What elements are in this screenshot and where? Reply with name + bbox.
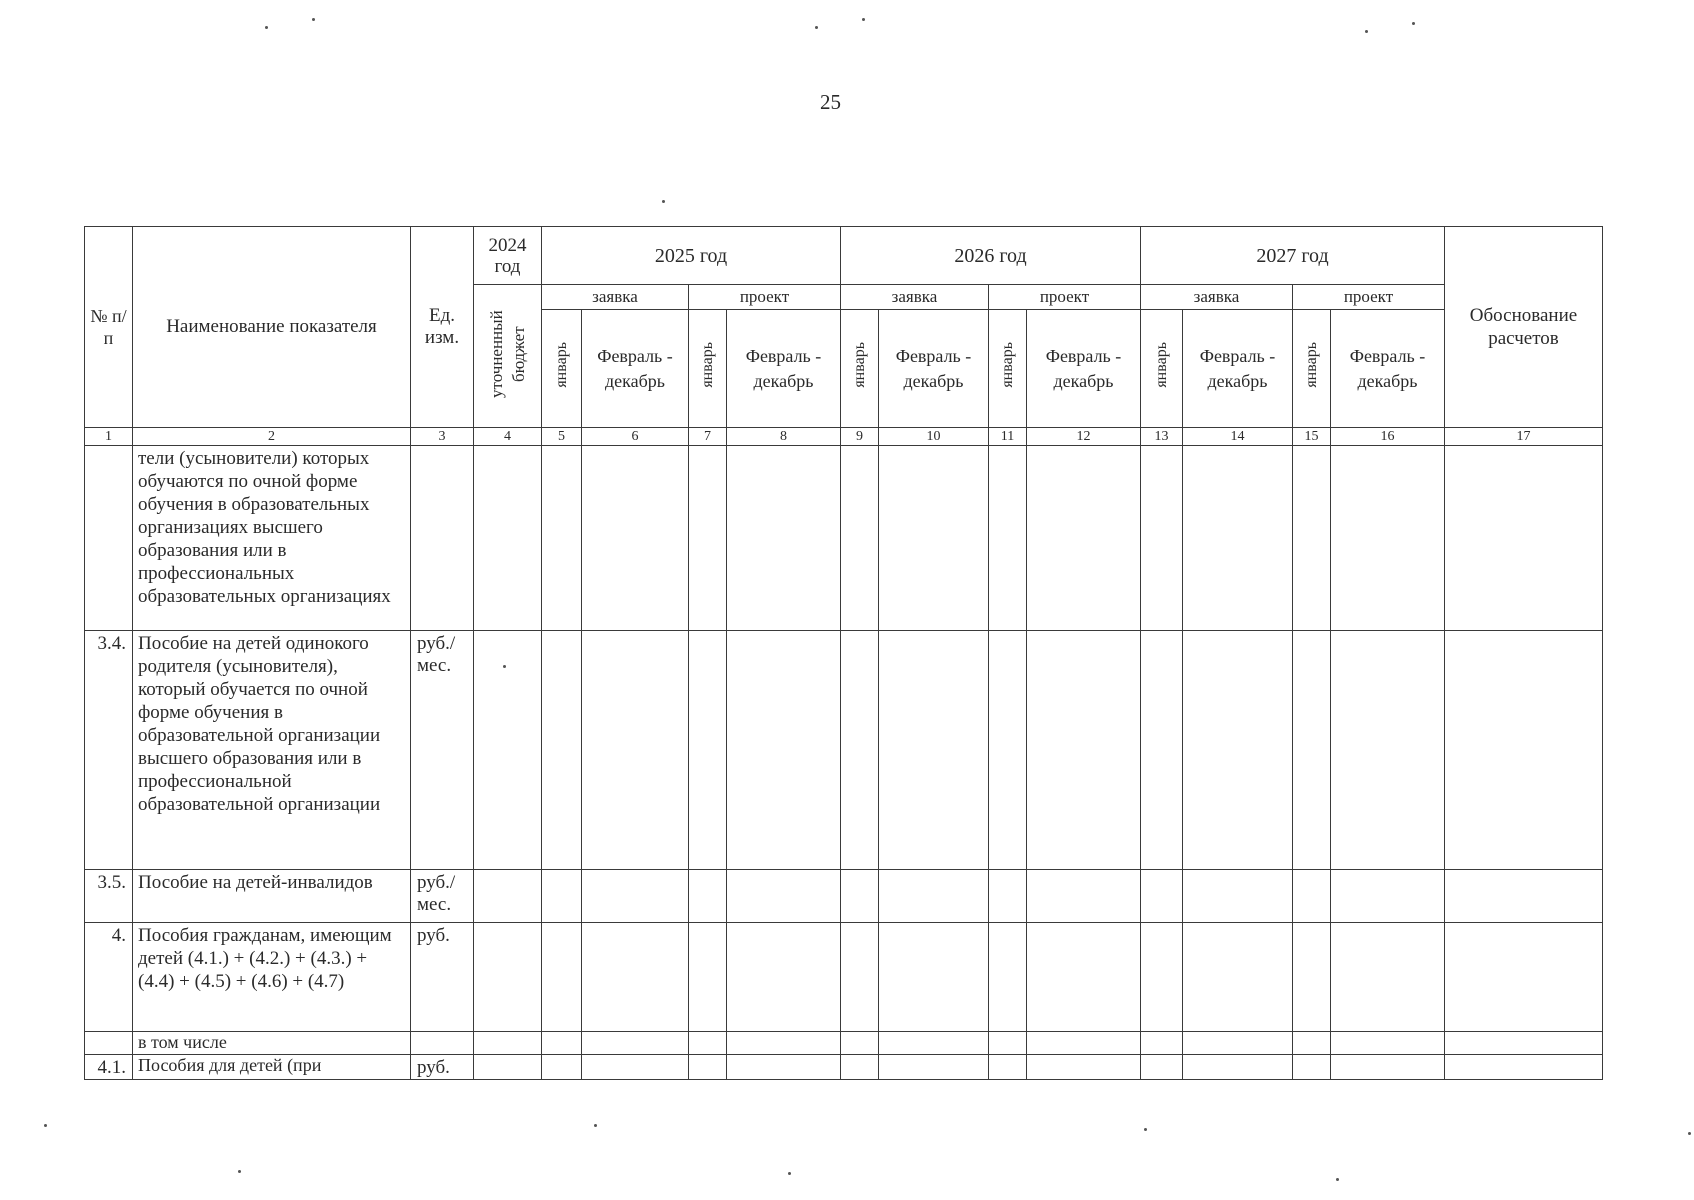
column-number: 4	[474, 428, 542, 446]
data-cell	[1445, 1032, 1603, 1055]
data-cell	[1293, 446, 1331, 631]
column-number: 12	[1027, 428, 1141, 446]
data-cell	[727, 631, 841, 870]
data-cell	[582, 870, 689, 923]
data-cell	[1445, 1055, 1603, 1080]
data-cell	[582, 1032, 689, 1055]
row-unit: руб.	[411, 923, 474, 1032]
jan-label: январь	[1153, 342, 1170, 388]
row-name: в том числе	[133, 1032, 411, 1055]
header-2026-project-febdec: Февраль - декабрь	[1027, 310, 1141, 428]
table-row	[85, 446, 1603, 631]
data-cell	[1331, 446, 1445, 631]
row-unit: руб./ мес.	[411, 631, 474, 870]
data-cell	[841, 446, 879, 631]
data-cell	[689, 631, 727, 870]
data-cell	[1331, 631, 1445, 870]
data-cell	[1141, 631, 1183, 870]
header-basis: Обоснование расчетов	[1445, 227, 1603, 428]
page-number: 25	[820, 90, 841, 114]
scan-speck	[815, 26, 818, 29]
table-row	[85, 1055, 1603, 1080]
header-name: Наименование показателя	[133, 227, 411, 428]
row-unit	[411, 446, 474, 631]
data-cell	[542, 1055, 582, 1080]
data-cell	[879, 1055, 989, 1080]
data-cell	[689, 870, 727, 923]
column-number: 11	[989, 428, 1027, 446]
data-cell	[1027, 923, 1141, 1032]
row-name: Пособие на детей одинокого родителя (усыновителя), который обучается по очной форме обучения в образовательной организации высшего образования или в профессиональной образовательной организации	[133, 631, 411, 870]
scan-speck	[1688, 1132, 1691, 1135]
column-number: 14	[1183, 428, 1293, 446]
header-2026-request: заявка	[841, 285, 989, 310]
row-number: 3.5.	[85, 870, 133, 923]
table-row	[85, 1032, 1603, 1055]
data-cell	[1445, 446, 1603, 631]
column-number: 2	[133, 428, 411, 446]
data-cell	[1183, 923, 1293, 1032]
header-2025-request-febdec: Февраль - декабрь	[582, 310, 689, 428]
row-name: Пособие на детей-инвалидов	[133, 870, 411, 923]
scan-speck	[1365, 30, 1368, 33]
row-number: 4.1.	[85, 1055, 133, 1080]
data-cell	[989, 923, 1027, 1032]
data-cell	[1293, 631, 1331, 870]
table-row	[85, 923, 1603, 1032]
data-cell	[727, 446, 841, 631]
data-cell	[727, 1032, 841, 1055]
row-unit: руб.	[411, 1055, 474, 1080]
data-cell	[542, 1032, 582, 1055]
data-cell	[542, 870, 582, 923]
table-row	[85, 870, 1603, 923]
data-cell	[1445, 631, 1603, 870]
data-cell	[1293, 1055, 1331, 1080]
year-2024-label: 2024 год	[488, 234, 527, 277]
row-unit	[411, 1032, 474, 1055]
header-2027-project-jan	[1293, 310, 1331, 428]
header-2027-project-febdec: Февраль - декабрь	[1331, 310, 1445, 428]
data-cell	[689, 1032, 727, 1055]
data-cell	[474, 1032, 542, 1055]
data-cell	[582, 446, 689, 631]
data-cell	[727, 1055, 841, 1080]
header-year-2026: 2026 год	[841, 227, 1141, 285]
data-cell	[1141, 446, 1183, 631]
scan-speck	[312, 18, 315, 21]
header-2027-request: заявка	[1141, 285, 1293, 310]
row-number	[85, 446, 133, 631]
column-number: 9	[841, 428, 879, 446]
header-2026-request-jan	[841, 310, 879, 428]
scan-speck	[594, 1124, 597, 1127]
row-name: Пособия гражданам, имеющим детей (4.1.) + (4.2.) + (4.3.) + (4.4) + (4.5) + (4.6) + (4.7)	[133, 923, 411, 1032]
scan-speck	[1412, 22, 1415, 25]
column-number: 16	[1331, 428, 1445, 446]
data-cell	[989, 1032, 1027, 1055]
data-cell	[841, 1032, 879, 1055]
header-2026-request-febdec: Февраль - декабрь	[879, 310, 989, 428]
data-cell	[1445, 870, 1603, 923]
data-cell	[474, 923, 542, 1032]
header-2025-project-febdec: Февраль - декабрь	[727, 310, 841, 428]
scan-speck	[662, 200, 665, 203]
data-cell	[689, 923, 727, 1032]
data-cell	[1183, 631, 1293, 870]
data-cell	[1293, 923, 1331, 1032]
data-cell	[727, 870, 841, 923]
jan-label: январь	[851, 342, 868, 388]
data-cell	[841, 631, 879, 870]
scan-speck	[1336, 1178, 1339, 1181]
data-cell	[474, 1055, 542, 1080]
data-cell	[542, 631, 582, 870]
header-refined-budget	[474, 285, 542, 428]
budget-table	[84, 226, 1603, 1080]
data-cell	[689, 446, 727, 631]
data-cell	[1141, 1055, 1183, 1080]
header-2025-request: заявка	[542, 285, 689, 310]
header-2027-project: проект	[1293, 285, 1445, 310]
header-row-years	[85, 227, 1603, 285]
header-year-2027: 2027 год	[1141, 227, 1445, 285]
data-cell	[1445, 923, 1603, 1032]
data-cell	[841, 923, 879, 1032]
data-cell	[989, 870, 1027, 923]
data-cell	[542, 923, 582, 1032]
scan-speck	[503, 665, 506, 668]
data-cell	[1141, 1032, 1183, 1055]
column-number: 17	[1445, 428, 1603, 446]
data-cell	[474, 631, 542, 870]
column-number: 3	[411, 428, 474, 446]
column-number: 8	[727, 428, 841, 446]
data-cell	[879, 870, 989, 923]
budget-table-container	[84, 226, 1602, 1080]
header-2026-project-jan	[989, 310, 1027, 428]
scan-speck	[788, 1172, 791, 1175]
row-number: 3.4.	[85, 631, 133, 870]
data-cell	[1183, 446, 1293, 631]
data-cell	[989, 1055, 1027, 1080]
table-row	[85, 631, 1603, 870]
scan-speck	[1144, 1128, 1147, 1131]
data-cell	[879, 446, 989, 631]
data-cell	[727, 923, 841, 1032]
data-cell	[879, 631, 989, 870]
data-cell	[1183, 1055, 1293, 1080]
data-cell	[1027, 446, 1141, 631]
data-cell	[989, 631, 1027, 870]
header-num: № п/п	[85, 227, 133, 428]
column-number: 13	[1141, 428, 1183, 446]
data-cell	[1027, 1055, 1141, 1080]
data-cell	[841, 1055, 879, 1080]
data-cell	[879, 923, 989, 1032]
data-cell	[1293, 870, 1331, 923]
data-cell	[1331, 870, 1445, 923]
data-cell	[542, 446, 582, 631]
scan-speck	[44, 1124, 47, 1127]
jan-label: январь	[1303, 342, 1320, 388]
row-number	[85, 1032, 133, 1055]
jan-label: январь	[553, 342, 570, 388]
header-year-2025: 2025 год	[542, 227, 841, 285]
data-cell	[474, 446, 542, 631]
scan-speck	[238, 1170, 241, 1173]
row-name: тели (усыновители) которых обучаются по очной форме обучения в образовательных организациях высшего образования или в профессиональных образовательных организациях	[133, 446, 411, 631]
jan-label: январь	[699, 342, 716, 388]
data-cell	[1141, 923, 1183, 1032]
column-number-row	[85, 428, 1603, 446]
data-cell	[1293, 1032, 1331, 1055]
data-cell	[1331, 1032, 1445, 1055]
column-number: 7	[689, 428, 727, 446]
data-cell	[582, 631, 689, 870]
column-number: 15	[1293, 428, 1331, 446]
data-cell	[879, 1032, 989, 1055]
data-cell	[1027, 631, 1141, 870]
data-cell	[1183, 1032, 1293, 1055]
data-cell	[1331, 923, 1445, 1032]
column-number: 6	[582, 428, 689, 446]
scan-speck	[862, 18, 865, 21]
data-cell	[989, 446, 1027, 631]
header-2025-project: проект	[689, 285, 841, 310]
column-number: 10	[879, 428, 989, 446]
refined-budget-label: уточненный бюджет	[486, 309, 528, 398]
column-number: 1	[85, 428, 133, 446]
row-number: 4.	[85, 923, 133, 1032]
column-number: 5	[542, 428, 582, 446]
row-name: Пособия для детей (при	[133, 1055, 411, 1080]
data-cell	[1141, 870, 1183, 923]
data-cell	[474, 870, 542, 923]
data-cell	[1183, 870, 1293, 923]
data-cell	[582, 1055, 689, 1080]
data-cell	[1027, 1032, 1141, 1055]
row-unit: руб./ мес.	[411, 870, 474, 923]
header-year-2024	[474, 227, 542, 285]
header-2027-request-jan	[1141, 310, 1183, 428]
data-cell	[1027, 870, 1141, 923]
jan-label: январь	[999, 342, 1016, 388]
scan-speck	[265, 26, 268, 29]
data-cell	[582, 923, 689, 1032]
header-2025-request-jan	[542, 310, 582, 428]
data-cell	[841, 870, 879, 923]
header-2025-project-jan	[689, 310, 727, 428]
data-cell	[689, 1055, 727, 1080]
header-unit: Ед. изм.	[411, 227, 474, 428]
header-2026-project: проект	[989, 285, 1141, 310]
data-cell	[1331, 1055, 1445, 1080]
header-2027-request-febdec: Февраль - декабрь	[1183, 310, 1293, 428]
